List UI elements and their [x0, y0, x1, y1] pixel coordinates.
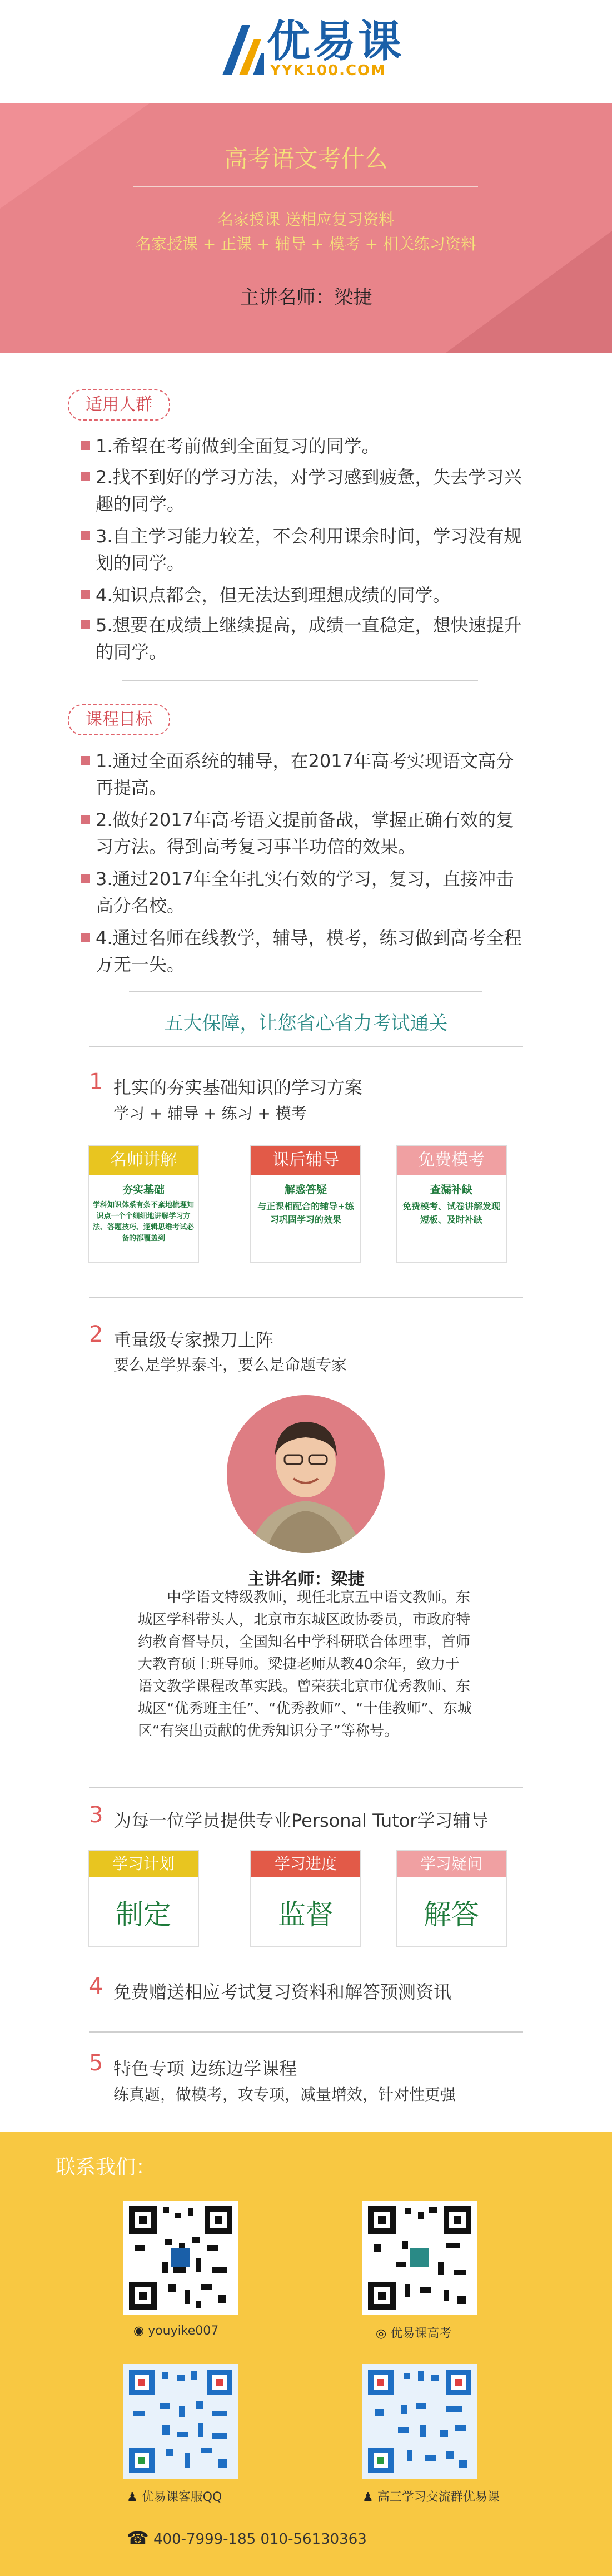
bullet-icon: [81, 531, 90, 540]
card-title: 查漏补缺: [430, 1184, 472, 1196]
card-header: 课后辅导: [251, 1146, 360, 1175]
wechat-icon: ◉: [133, 2324, 145, 2338]
section-title: 为每一位学员提供专业Personal Tutor学习辅导: [113, 1810, 489, 1831]
bullet-icon: [81, 874, 90, 883]
section-title: 重量级专家操刀上阵: [113, 1329, 274, 1351]
section-subtitle: 练真题，做模考，攻专项，减量增效，针对性更强: [113, 2085, 456, 2104]
tutor-card: [396, 1850, 507, 1947]
bullet-icon: [81, 441, 90, 450]
teacher-avatar-icon: [227, 1395, 385, 1553]
bullet-icon: [81, 590, 90, 599]
card-header: 学习进度: [251, 1851, 360, 1877]
feature-card: [88, 1145, 199, 1263]
tutor-card: [250, 1850, 361, 1947]
card-value: 监督: [278, 1898, 334, 1931]
list-item: 5.想要在成绩上继续提高，成绩一直稳定，想快速提升的同学。: [96, 612, 524, 665]
header-logo: [0, 0, 612, 103]
goals-tag: 课程目标: [68, 704, 170, 735]
card-text: 与正课相配合的辅导+练习巩固学习的效果: [257, 1201, 354, 1225]
qr-caption: ◉ youyike007: [133, 2324, 219, 2338]
page-title: 高考语文考什么: [224, 145, 388, 172]
feature-card: [250, 1145, 361, 1263]
brand-name: 优易课: [267, 17, 404, 67]
qr-caption: ♟ 优易课客服QQ: [127, 2490, 222, 2504]
section-subtitle: 要么是学界泰斗，要么是命题专家: [113, 1356, 347, 1374]
logo-mark-icon: [220, 22, 264, 78]
banner-divider: [133, 186, 478, 187]
section-title: 特色专项 边练边学课程: [113, 2058, 297, 2079]
phone-icon: ☎: [127, 2528, 149, 2549]
feature-card: [396, 1145, 507, 1263]
footer: [0, 2132, 612, 2576]
teacher-portrait: [227, 1395, 385, 1553]
list-item: 2.做好2017年高考语文提前备战，掌握正确有效的复习方法。得到高考复习事半功倍的效果。: [96, 807, 524, 860]
qr-code-icon: [362, 2201, 477, 2315]
teacher-name: 主讲名师：梁捷: [247, 1570, 365, 1589]
section-number: 1: [89, 1069, 103, 1095]
card-header: 学习计划: [89, 1851, 198, 1877]
list-item: 2.找不到好的学习方法，对学习感到疲惫，失去学习兴趣的同学。: [96, 464, 524, 517]
divider: [129, 991, 482, 992]
contact-heading: 联系我们：: [56, 2156, 156, 2179]
qq-icon: ♟: [362, 2490, 374, 2504]
banner-subtitle: 名家授课 送相应复习资料: [218, 210, 394, 229]
banner-teacher: 主讲名师：梁捷: [240, 286, 372, 309]
section-number: 2: [89, 1322, 103, 1347]
card-text: 免费模考、试卷讲解发现短板、及时补缺: [402, 1201, 500, 1225]
card-header: 名师讲解: [89, 1146, 198, 1175]
qq-group-qr-code[interactable]: [362, 2364, 477, 2479]
section-title: 免费赠送相应考试复习资料和解答预测资讯: [113, 1981, 452, 2003]
card-value: 解答: [424, 1898, 479, 1931]
brand-url: YYK100.COM: [270, 62, 387, 79]
section-number: 5: [89, 2050, 103, 2076]
section-number: 3: [89, 1802, 103, 1828]
list-item: 4.通过名师在线教学，辅导，模考，练习做到高考全程万无一失。: [96, 924, 524, 978]
divider: [122, 680, 478, 681]
teacher-bio: 中学语文特级教师，现任北京五中语文教师。东城区学科带头人，北京市东城区政协委员，市政府特约教育督导员，全国知名中学科研联合体理事，首师大教育硕士班导师。梁捷老师从教40余年，致力于语文教学课程改革实践。曾荣获北京市优秀教师、东城区“优秀班主任”、“优秀教师”、“十佳教师”、东城区“有突出贡献的优秀知识分子”等称号。: [138, 1589, 472, 1739]
section-subtitle: 学习 + 辅导 + 练习 + 模考: [113, 1104, 307, 1123]
banner-subtitle: 名家授课 + 正课 + 辅导 + 模考 + 相关练习资料: [135, 235, 477, 253]
bullet-icon: [81, 620, 90, 629]
card-title: 解惑答疑: [284, 1184, 327, 1196]
bullet-icon: [81, 933, 90, 942]
bullet-icon: [81, 756, 90, 765]
qr-caption: ◎ 优易课高考: [376, 2327, 452, 2341]
list-item: 4.知识点都会，但无法达到理想成绩的同学。: [96, 582, 524, 609]
list-item: 3.自主学习能力较差，不会利用课余时间，学习没有规划的同学。: [96, 523, 524, 576]
qq-icon: ♟: [127, 2490, 138, 2504]
weibo-icon: ◎: [376, 2327, 387, 2341]
qr-code-icon: [362, 2364, 477, 2479]
bullet-icon: [81, 472, 90, 481]
weibo-qr-code[interactable]: [362, 2201, 477, 2315]
card-value: 制定: [116, 1898, 171, 1931]
divider: [89, 2031, 523, 2033]
list-item: 1.希望在考前做到全面复习的同学。: [96, 433, 524, 459]
qr-code-icon: [123, 2201, 238, 2315]
section-title: 扎实的夯实基础知识的学习方案: [113, 1077, 363, 1098]
bullet-icon: [81, 815, 90, 824]
card-header: 学习疑问: [397, 1851, 506, 1877]
audience-tag: 适用人群: [68, 389, 170, 421]
wechat-qr-code[interactable]: [123, 2201, 238, 2315]
phone-numbers[interactable]: 400-7999-185 010-56130363: [153, 2531, 367, 2548]
tutor-card: [88, 1850, 199, 1947]
card-header: 免费模考: [397, 1146, 506, 1175]
qr-caption: ♟ 高三学习交流群优易课: [362, 2490, 500, 2504]
qq-service-qr-code[interactable]: [123, 2364, 238, 2479]
card-title: 夯实基础: [122, 1184, 165, 1196]
list-item: 3.通过2017年全年扎实有效的学习，复习，直接冲击高分名校。: [96, 866, 524, 919]
divider: [89, 1297, 523, 1298]
divider: [89, 1046, 523, 1047]
hero-banner: [0, 103, 612, 353]
card-text: 学科知识体系有条不紊地梳理知识点一个个细细地讲解学习方法、答题技巧、逻辑思维考试必备的都覆盖到: [92, 1201, 194, 1243]
list-item: 1.通过全面系统的辅导，在2017年高考实现语文高分再提高。: [96, 748, 524, 801]
divider: [89, 1787, 523, 1788]
section-number: 4: [89, 1974, 103, 1999]
qr-code-icon: [123, 2364, 238, 2479]
guarantee-heading: 五大保障，让您省心省力考试通关: [164, 1012, 448, 1035]
